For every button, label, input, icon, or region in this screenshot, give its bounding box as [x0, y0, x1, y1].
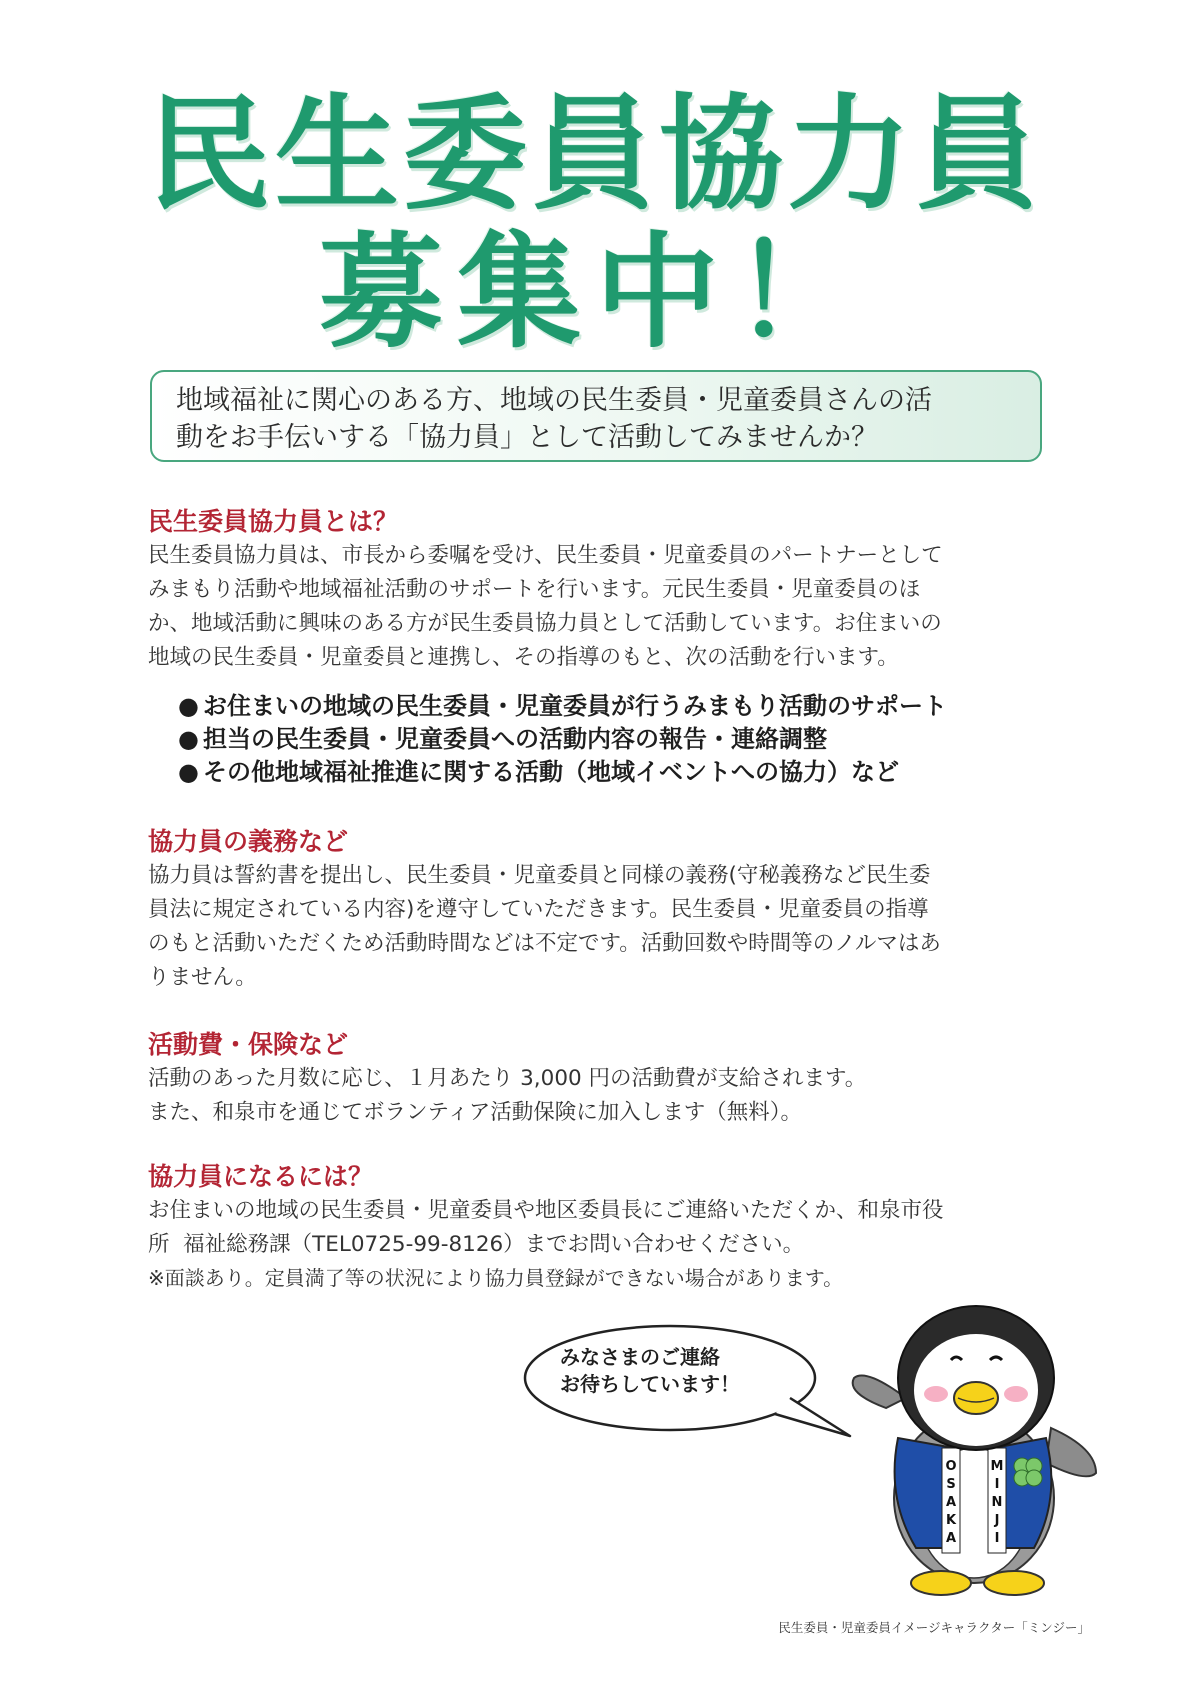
- clover-icon: [1014, 1458, 1042, 1486]
- page-title-line1: 民生委員協力員: [146, 83, 1043, 227]
- section-costs: [148, 1028, 1048, 1130]
- list-item: [178, 756, 1058, 789]
- list-item-text: その他地域福祉推進に関する活動（地域イベントへの協力）など: [202, 758, 899, 786]
- section-howto-line: 所 福祉総務課（TEL0725-99-8126）までお問い合わせください。: [148, 1232, 805, 1257]
- section-howto-note: ※面談あり。定員満了等の状況により協力員登録ができない場合があります。: [148, 1266, 844, 1290]
- section-duties-line: 員法に規定されている内容)を遵守していただきます。民生委員・児童委員の指導: [148, 897, 929, 922]
- list-item-text: お住まいの地域の民生委員・児童委員が行うみまもり活動のサポート: [202, 692, 947, 720]
- section-howto-line: お住まいの地域の民生委員・児童委員や地区委員長にご連絡いただくか、和泉市役: [148, 1198, 944, 1223]
- section-duties-heading: 協力員の義務など: [148, 827, 349, 856]
- list-item: [178, 723, 1058, 756]
- vest-letter: I: [994, 1531, 1000, 1546]
- section-duties-line: のもと活動いただくため活動時間などは不定です。活動回数や時間等のノルマはあ: [148, 931, 941, 956]
- vest-letter: A: [945, 1495, 957, 1510]
- bullet-mark: ●: [178, 725, 199, 753]
- section-what-line: 地域の民生委員・児童委員と連携し、その指導のもと、次の活動を行います。: [148, 645, 899, 670]
- vest-letter: N: [991, 1495, 1003, 1510]
- section-costs-line: また、和泉市を通じてボランティア活動保険に加入します（無料）。: [148, 1100, 803, 1125]
- section-what-line: か、地域活動に興味のある方が民生委員協力員として活動しています。お住まいの: [148, 611, 942, 636]
- section-howto-heading: 協力員になるには？: [148, 1162, 374, 1191]
- page-title-line2: 募集中！: [318, 221, 871, 365]
- speech-bubble-text: [560, 1344, 800, 1398]
- vest-letter: A: [945, 1531, 957, 1546]
- section-costs-line: 活動のあった月数に応じ、１月あたり 3,000 円の活動費が支給されます。: [148, 1066, 867, 1091]
- section-what-heading: 民生委員協力員とは？: [148, 507, 399, 536]
- vest-letter: S: [946, 1477, 956, 1492]
- section-costs-heading: 活動費・保険など: [148, 1030, 349, 1059]
- intro-line-1: 地域福祉に関心のある方、地域の民生委員・児童委員さんの活: [176, 385, 932, 416]
- section-duties: [148, 825, 1048, 995]
- intro-box: [150, 370, 1042, 462]
- bullet-mark: ●: [178, 758, 199, 786]
- vest-letter: J: [994, 1513, 1000, 1528]
- mascot-minjii-illustration: [846, 1298, 1106, 1598]
- section-duties-line: りません。: [148, 965, 257, 990]
- vest-letter: O: [945, 1459, 957, 1474]
- bullet-mark: ●: [178, 692, 199, 720]
- list-item: [178, 690, 1058, 723]
- section-what-line: 民生委員協力員は、市長から委嘱を受け、民生委員・児童委員のパートナーとして: [148, 543, 943, 568]
- vest-letter: I: [994, 1477, 1000, 1492]
- section-what-line: みまもり活動や地域福祉活動のサポートを行います。元民生委員・児童委員のほ: [148, 577, 921, 602]
- section-duties-line: 協力員は誓約書を提出し、民生委員・児童委員と同様の義務(守秘義務など民生委: [148, 863, 931, 888]
- vest-letter: M: [990, 1459, 1004, 1474]
- vest-letter: K: [945, 1513, 957, 1528]
- activity-list: [178, 690, 1058, 789]
- section-what: [148, 505, 1048, 675]
- list-item-text: 担当の民生委員・児童委員への活動内容の報告・連絡調整: [202, 725, 827, 753]
- mascot-caption: 民生委員・児童委員イメージキャラクター「ミンジー」: [778, 1620, 1090, 1635]
- speech-line-2: お待ちしています！: [560, 1372, 740, 1396]
- speech-line-1: みなさまのご連絡: [560, 1345, 720, 1369]
- section-howto: [148, 1160, 1048, 1294]
- intro-line-2: 動をお手伝いする「協力員」として活動してみませんか？: [176, 422, 878, 453]
